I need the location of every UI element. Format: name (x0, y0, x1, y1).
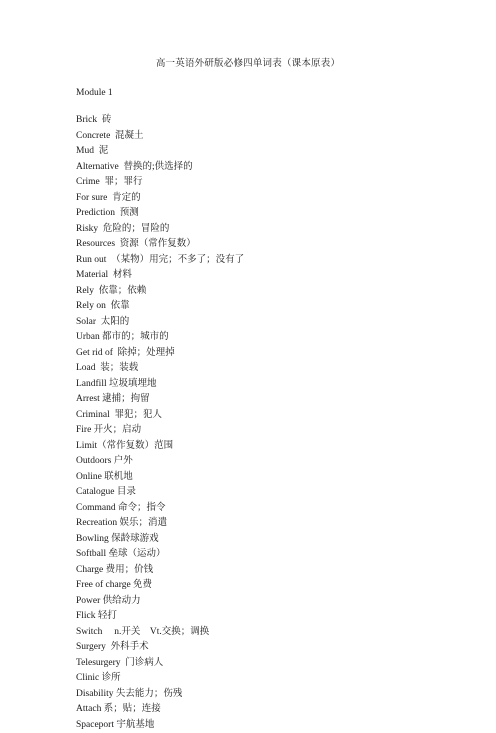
document-title: 高一英语外研版必修四单词表（课本原表） (0, 58, 496, 70)
vocabulary-entry: Disability 失去能力；伤残 (76, 687, 244, 703)
vocabulary-entry: Outdoors 户外 (76, 454, 244, 470)
vocabulary-entry: Flick 轻打 (76, 609, 244, 625)
vocabulary-entry: Charge 费用；价钱 (76, 563, 244, 579)
vocabulary-entry: Resources 资源（常作复数） (76, 237, 244, 253)
vocabulary-entry: Rely on 依靠 (76, 299, 244, 315)
vocabulary-entry: Load 装；装载 (76, 361, 244, 377)
vocabulary-entry: Crime 罪；罪行 (76, 175, 244, 191)
vocabulary-entry: Get rid of 除掉；处理掉 (76, 346, 244, 362)
vocabulary-entry: Online 联机地 (76, 470, 244, 486)
vocabulary-entry: Attach 系；贴；连接 (76, 702, 244, 718)
vocabulary-entry: Concrete 混凝土 (76, 129, 244, 145)
vocabulary-entry: Limit（常作复数）范围 (76, 439, 244, 455)
vocabulary-entry: Telesurgery 门诊病人 (76, 656, 244, 672)
vocabulary-entry: Power 供给动力 (76, 594, 244, 610)
vocabulary-entry: For sure 肯定的 (76, 191, 244, 207)
vocabulary-entry: Landfill 垃圾填埋地 (76, 377, 244, 393)
vocabulary-entry: Rely 依靠；依赖 (76, 284, 244, 300)
vocabulary-entry: Criminal 罪犯；犯人 (76, 408, 244, 424)
vocabulary-entry: Command 命令；指令 (76, 501, 244, 517)
vocabulary-entry: Free of charge 免费 (76, 578, 244, 594)
vocabulary-entry: Arrest 逮捕；拘留 (76, 392, 244, 408)
vocabulary-entry: Urban 都市的；城市的 (76, 330, 244, 346)
vocabulary-entry: Clinic 诊所 (76, 671, 244, 687)
vocabulary-entry: Risky 危险的；冒险的 (76, 222, 244, 238)
vocabulary-entry: Spaceport 宇航基地 (76, 718, 244, 733)
vocabulary-entry: Catalogue 目录 (76, 485, 244, 501)
module-heading: Module 1 (76, 87, 113, 99)
vocabulary-entry: Softball 垒球（运动） (76, 547, 244, 563)
vocabulary-entry: Material 材料 (76, 268, 244, 284)
vocabulary-entry: Solar 太阳的 (76, 315, 244, 331)
vocabulary-entry: Fire 开火；启动 (76, 423, 244, 439)
vocabulary-entry: Bowling 保龄球游戏 (76, 532, 244, 548)
vocabulary-entry: Mud 泥 (76, 144, 244, 160)
vocabulary-entry: Alternative 替换的;供选择的 (76, 160, 244, 176)
vocabulary-entry: Run out （某物）用完；不多了；没有了 (76, 253, 244, 269)
vocabulary-list (76, 113, 244, 733)
vocabulary-entry: Switch n.开关 Vt.交换；调换 (76, 625, 244, 641)
vocabulary-entry: Surgery 外科手术 (76, 640, 244, 656)
vocabulary-entry: Recreation 娱乐；消遣 (76, 516, 244, 532)
vocabulary-entry: Brick 砖 (76, 113, 244, 129)
vocabulary-entry: Prediction 预测 (76, 206, 244, 222)
